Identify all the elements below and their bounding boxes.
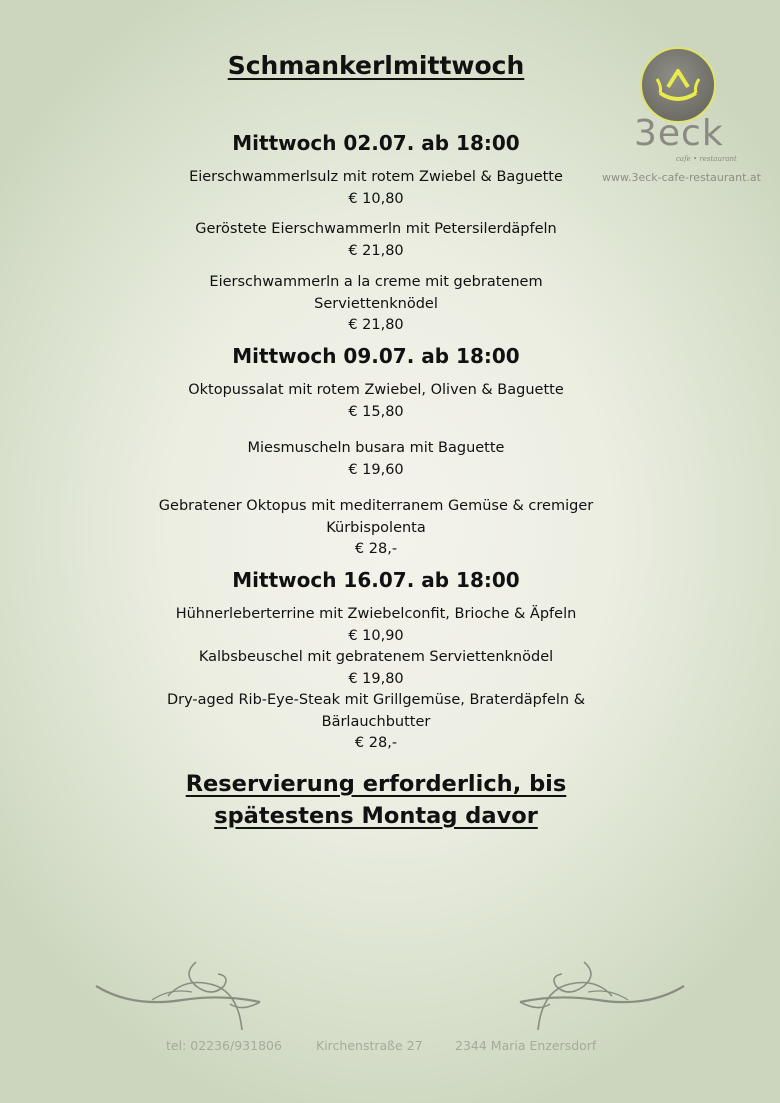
dish-price: € 15,80 bbox=[348, 403, 404, 420]
dish-price: € 21,80 bbox=[348, 317, 404, 333]
dish-price: € 21,80 bbox=[348, 242, 404, 259]
menu-item bbox=[0, 167, 752, 210]
dish-price: € 10,80 bbox=[348, 190, 404, 207]
dish-name: Gebratener Oktopus mit mediterranem Gemüse & cremiger bbox=[158, 498, 594, 514]
menu-item bbox=[0, 604, 752, 647]
footer-street: Kirchenstraße 27 bbox=[316, 1038, 423, 1053]
dish-name: Kalbsbeuschel mit gebratenem Serviettenknödel bbox=[198, 649, 554, 665]
logo-wordmark: 3eck bbox=[634, 113, 724, 154]
menu-item bbox=[0, 219, 752, 262]
menu-item bbox=[0, 438, 752, 481]
dish-price: € 28,- bbox=[354, 735, 398, 751]
flourish-left-icon bbox=[92, 960, 272, 1035]
flourish-right-icon bbox=[508, 960, 688, 1035]
menu-item bbox=[0, 690, 752, 755]
dish-name-cont: Bärlauchbutter bbox=[321, 713, 431, 730]
dish-price: € 19,80 bbox=[348, 670, 404, 687]
tri-arc-icon bbox=[640, 47, 716, 123]
dish-name: Geröstete Eierschwammerln mit Petersilerdäpfeln bbox=[195, 221, 557, 237]
dish-name: Eierschwammerlsulz mit rotem Zwiebel & Baguette bbox=[189, 169, 563, 185]
page-title: Schmankerlmittwoch bbox=[227, 51, 525, 80]
logo-subtitle: cafe • restaurant bbox=[676, 155, 737, 163]
reservation-notice bbox=[0, 768, 752, 832]
dish-name-cont: Kürbispolenta bbox=[326, 519, 426, 536]
menu-item bbox=[0, 496, 752, 561]
menu-item bbox=[0, 647, 752, 690]
dish-name: Dry-aged Rib-Eye-Steak mit Grillgemüse, Braterdäpfeln & bbox=[166, 692, 586, 708]
dish-name: Oktopussalat mit rotem Zwiebel, Oliven & Baguette bbox=[188, 382, 564, 398]
dish-name: Hühnerleberterrine mit Zwiebelconfit, Brioche & Äpfeln bbox=[175, 606, 577, 622]
dish-price: € 28,- bbox=[354, 541, 398, 557]
footer-city: 2344 Maria Enzersdorf bbox=[455, 1038, 597, 1053]
website-url[interactable]: www.3eck-cafe-restaurant.at bbox=[602, 171, 761, 184]
dish-name: Miesmuscheln busara mit Baguette bbox=[247, 440, 505, 456]
notice-line: Reservierung erforderlich, bis bbox=[185, 771, 567, 797]
day-heading: Mittwoch 16.07. ab 18:00 bbox=[232, 568, 520, 592]
footer bbox=[0, 1038, 780, 1058]
day-heading: Mittwoch 02.07. ab 18:00 bbox=[232, 131, 520, 155]
dish-name-cont: Serviettenknödel bbox=[314, 295, 438, 312]
dish-price: € 19,60 bbox=[348, 461, 404, 478]
menu-item bbox=[0, 380, 752, 423]
dish-price: € 10,90 bbox=[348, 627, 404, 644]
menu-item bbox=[0, 272, 752, 337]
day-heading: Mittwoch 09.07. ab 18:00 bbox=[232, 344, 520, 368]
footer-phone[interactable]: tel: 02236/931806 bbox=[166, 1038, 282, 1053]
dish-name: Eierschwammerln a la creme mit gebratenem bbox=[209, 274, 543, 290]
notice-line: spätestens Montag davor bbox=[214, 803, 538, 829]
